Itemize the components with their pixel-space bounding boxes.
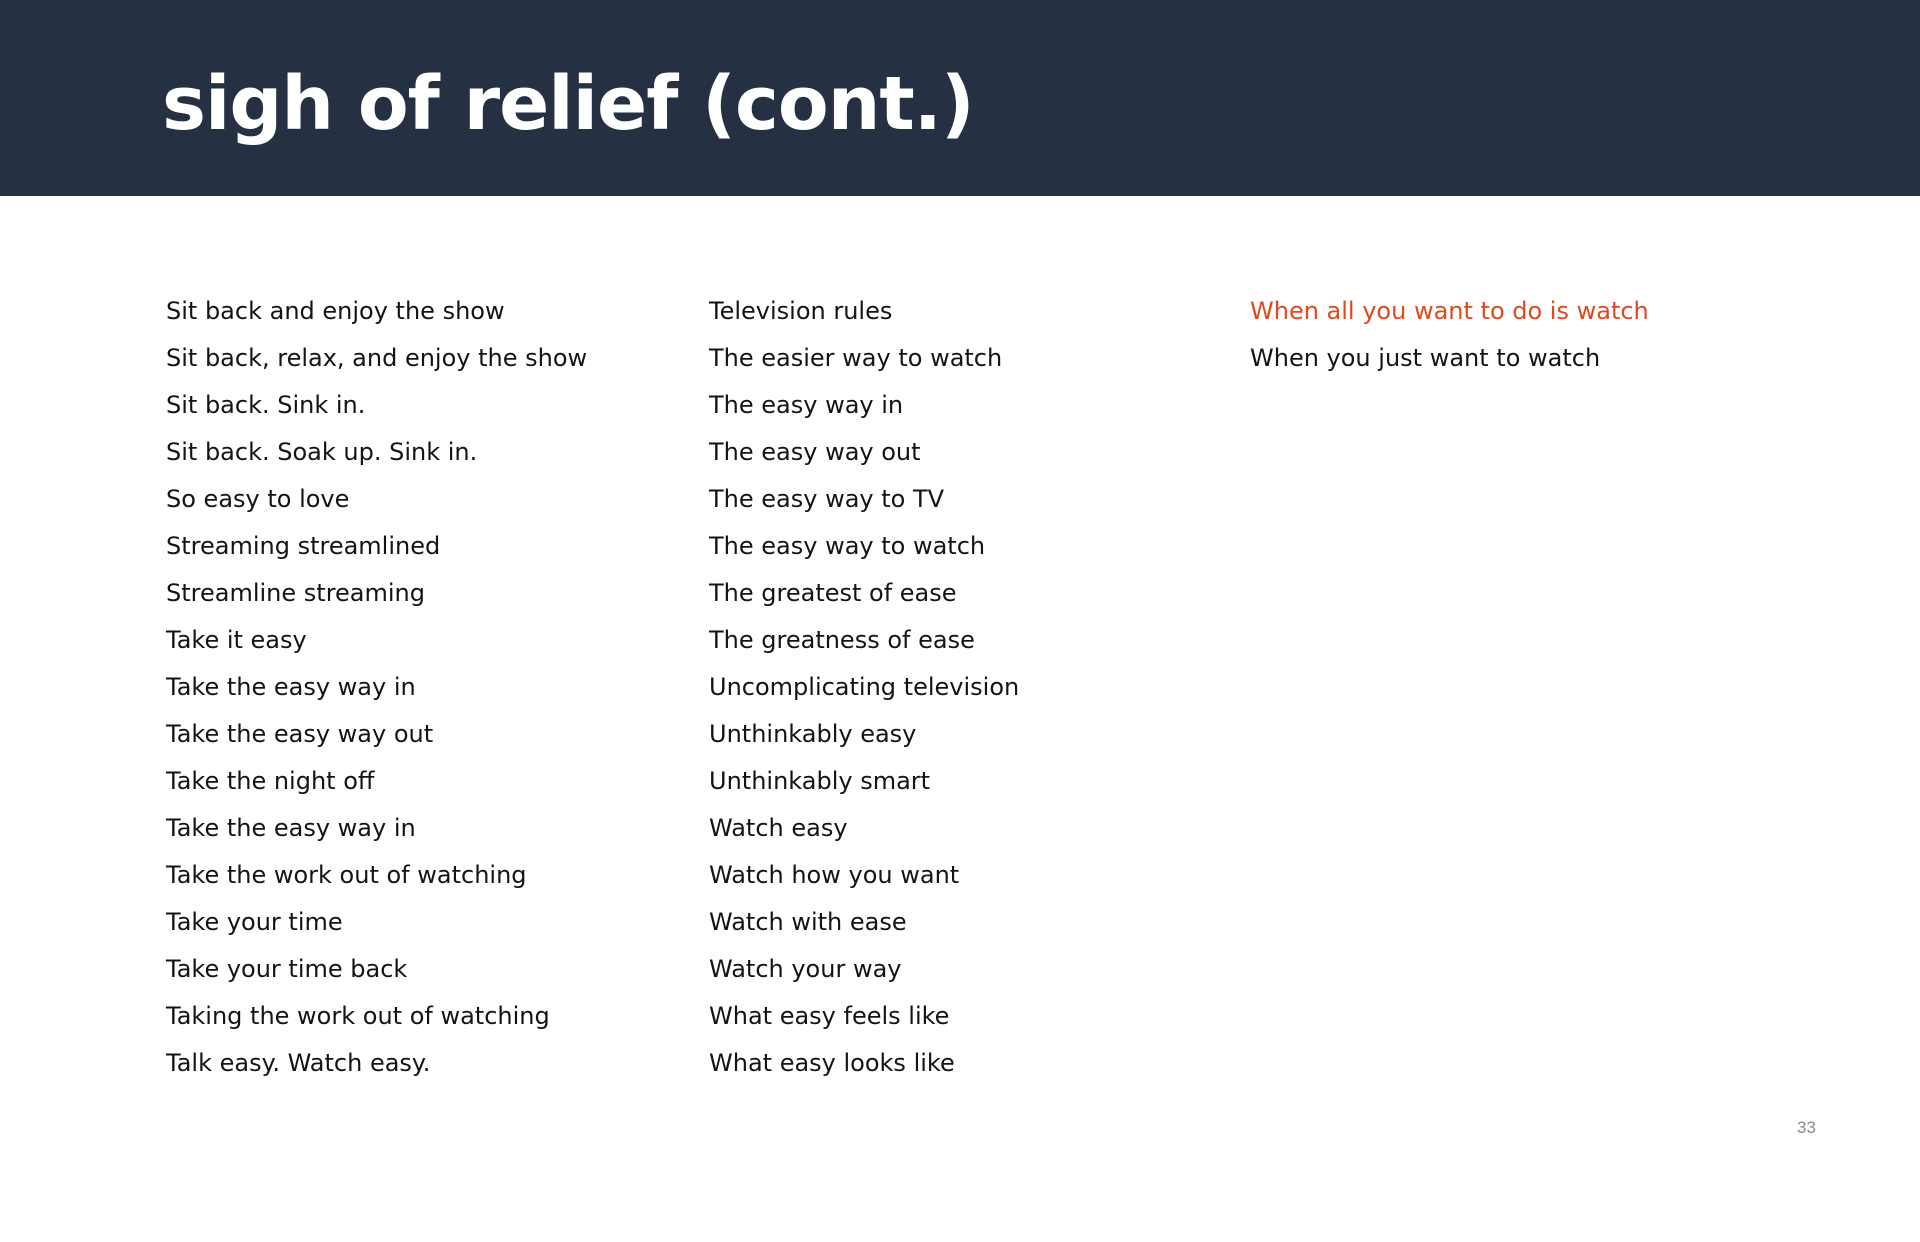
phrase-item: Television rules <box>709 297 893 325</box>
phrase-item: The easy way in <box>709 391 904 419</box>
phrase-item: Sit back and enjoy the show <box>166 297 505 325</box>
phrase-item: Take the easy way in <box>166 673 416 701</box>
header-band <box>0 0 1920 196</box>
phrase-item: Watch how you want <box>709 861 960 889</box>
page-number: 33 <box>1797 1118 1816 1137</box>
phrase-item: Sit back. Soak up. Sink in. <box>166 438 478 466</box>
phrase-item: Uncomplicating television <box>709 673 1020 701</box>
phrase-item: The easy way out <box>709 438 921 466</box>
phrase-item: Take the night off <box>166 767 375 795</box>
phrase-item: What easy feels like <box>709 1002 950 1030</box>
phrase-item: Watch with ease <box>709 908 907 936</box>
phrase-item: Unthinkably smart <box>709 767 931 795</box>
phrase-item: Take the work out of watching <box>166 861 527 889</box>
phrase-item-highlighted: When all you want to do is watch <box>1250 297 1649 325</box>
phrase-item: The greatness of ease <box>709 626 975 654</box>
phrase-item: So easy to love <box>166 485 350 513</box>
phrase-column-1 <box>166 288 686 1087</box>
phrase-item: When you just want to watch <box>1250 344 1601 372</box>
phrase-item: Watch your way <box>709 955 902 983</box>
phrase-column-2 <box>709 288 1229 1087</box>
phrase-item: Streamline streaming <box>166 579 425 607</box>
page-title: sigh of relief (cont.) <box>162 61 974 147</box>
phrase-item: The easier way to watch <box>709 344 1003 372</box>
phrase-item: Take your time back <box>166 955 408 983</box>
phrase-item: Take it easy <box>166 626 307 654</box>
phrase-item: Sit back. Sink in. <box>166 391 366 419</box>
phrase-item: The easy way to watch <box>709 532 986 560</box>
phrase-item: Unthinkably easy <box>709 720 917 748</box>
phrase-item: Sit back, relax, and enjoy the show <box>166 344 588 372</box>
phrase-column-3 <box>1250 288 1810 382</box>
phrase-item: Watch easy <box>709 814 848 842</box>
phrase-item: The greatest of ease <box>709 579 957 607</box>
phrase-item: Take the easy way out <box>166 720 434 748</box>
phrase-item: Taking the work out of watching <box>166 1002 550 1030</box>
phrase-item: Take the easy way in <box>166 814 416 842</box>
phrase-item: The easy way to TV <box>709 485 945 513</box>
phrase-item: Take your time <box>166 908 343 936</box>
phrase-item: What easy looks like <box>709 1049 955 1077</box>
phrase-item: Streaming streamlined <box>166 532 441 560</box>
phrase-item: Talk easy. Watch easy. <box>166 1049 431 1077</box>
